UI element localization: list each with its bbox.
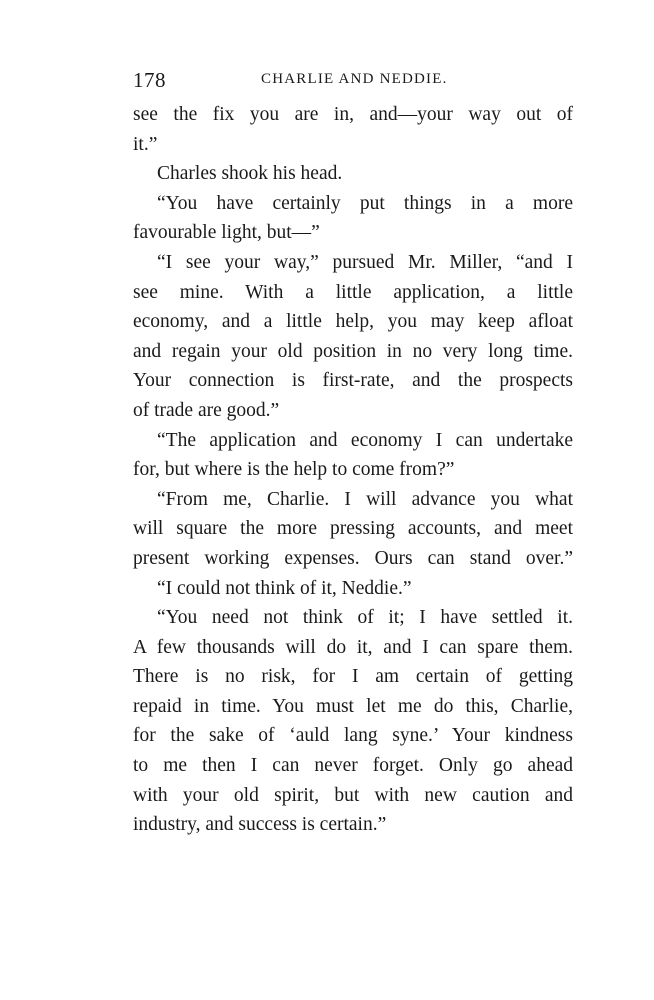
text-line: see mine. With a little application, a little <box>133 281 573 303</box>
text-line: favourable light, but—” <box>133 222 320 244</box>
text-line: present working expenses. Ours can stand over.” <box>133 547 573 569</box>
text-line: “You need not think of it; I have settled it. <box>157 607 573 629</box>
text-line: “You have certainly put things in a more <box>157 192 573 214</box>
text-line: will square the more pressing accounts, and meet <box>133 518 573 540</box>
text-line: and regain your old position in no very long time. <box>133 340 573 362</box>
text-line: “I see your way,” pursued Mr. Miller, “and I <box>157 251 573 273</box>
text-line: of trade are good.” <box>133 399 280 421</box>
text-line: see the fix you are in, and—your way out of <box>133 104 573 125</box>
text-line: with your old spirit, but with new caution and <box>133 784 573 806</box>
text-line: “From me, Charlie. I will advance you what <box>157 488 573 510</box>
text-line: “The application and economy I can undertake <box>157 429 573 451</box>
text-line: industry, and success is certain.” <box>133 814 387 836</box>
text-line: “I could not think of it, Neddie.” <box>157 577 412 599</box>
text-line: Your connection is first-rate, and the prospects <box>133 370 573 392</box>
text-line: for the sake of ‘auld lang syne.’ Your kindness <box>133 725 573 747</box>
text-line: There is no risk, for I am certain of getting <box>133 666 573 688</box>
page-number: 178 <box>133 68 166 92</box>
running-head <box>133 68 573 92</box>
running-title: CHARLIE AND NEDDIE. <box>261 71 448 87</box>
text-line: repaid in time. You must let me do this, Charlie, <box>133 695 573 717</box>
text-line: A few thousands will do it, and I can spare them. <box>133 636 573 658</box>
text-line: for, but where is the help to come from?” <box>133 459 455 481</box>
text-line: it.” <box>133 133 158 155</box>
text-line: to me then I can never forget. Only go ahead <box>133 755 573 777</box>
text-line: economy, and a little help, you may keep afloat <box>133 311 573 333</box>
text-line: Charles shook his head. <box>157 163 343 185</box>
body-text <box>133 100 573 840</box>
